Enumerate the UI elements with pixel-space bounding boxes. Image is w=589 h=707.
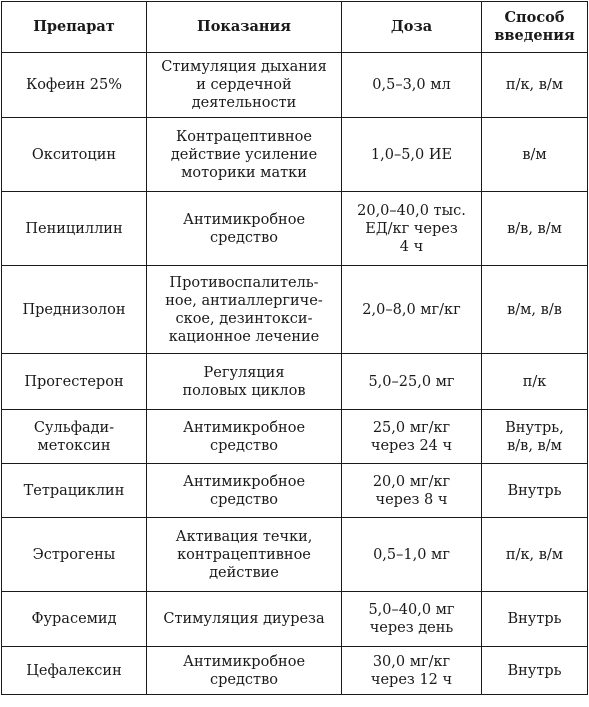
cell-dose: 2,0–8,0 мг/кг: [342, 266, 482, 354]
cell-drug: Цефалексин: [2, 647, 147, 695]
cell-route: Внутрь: [482, 647, 588, 695]
cell-drug: Пенициллин: [2, 192, 147, 266]
cell-indication: Регуляция половых циклов: [147, 354, 342, 410]
table-row: [2, 647, 588, 695]
cell-route: п/к, в/м: [482, 53, 588, 118]
table-row: [2, 192, 588, 266]
cell-indication: Антимикробное средство: [147, 410, 342, 464]
cell-route: Внутрь, в/в, в/м: [482, 410, 588, 464]
table-header-row: [2, 2, 588, 53]
cell-indication: Активация течки, контрацептивное действие: [147, 518, 342, 592]
cell-indication: Стимуляция диуреза: [147, 592, 342, 647]
cell-indication: Контрацептивное действие усиление моторики матки: [147, 118, 342, 192]
cell-dose: 5,0–25,0 мг: [342, 354, 482, 410]
cell-dose: 30,0 мг/кг через 12 ч: [342, 647, 482, 695]
table-row: [2, 118, 588, 192]
cell-route: п/к: [482, 354, 588, 410]
cell-dose: 5,0–40,0 мг через день: [342, 592, 482, 647]
cell-route: Внутрь: [482, 592, 588, 647]
cell-route: в/в, в/м: [482, 192, 588, 266]
cell-indication: Антимикробное средство: [147, 464, 342, 518]
cell-drug: Прогестерон: [2, 354, 147, 410]
drug-table: [1, 1, 588, 695]
cell-dose: 20,0–40,0 тыс. ЕД/кг через 4 ч: [342, 192, 482, 266]
table-row: [2, 464, 588, 518]
table-row: [2, 266, 588, 354]
cell-indication: Противоспалитель- ное, антиаллергиче- ское, дезинтокси- кационное лечение: [147, 266, 342, 354]
cell-dose: 25,0 мг/кг через 24 ч: [342, 410, 482, 464]
table-row: [2, 518, 588, 592]
cell-drug: Окситоцин: [2, 118, 147, 192]
table-row: [2, 592, 588, 647]
cell-indication: Антимикробное средство: [147, 192, 342, 266]
cell-dose: 0,5–1,0 мг: [342, 518, 482, 592]
cell-dose: 20,0 мг/кг через 8 ч: [342, 464, 482, 518]
cell-dose: 1,0–5,0 ИЕ: [342, 118, 482, 192]
table-row: [2, 53, 588, 118]
cell-drug: Сульфади- метоксин: [2, 410, 147, 464]
header-dose: Доза: [342, 2, 482, 53]
header-route: Способ введения: [482, 2, 588, 53]
header-indication: Показания: [147, 2, 342, 53]
cell-drug: Тетрациклин: [2, 464, 147, 518]
cell-drug: Фурасемид: [2, 592, 147, 647]
cell-drug: Кофеин 25%: [2, 53, 147, 118]
cell-route: п/к, в/м: [482, 518, 588, 592]
table-row: [2, 410, 588, 464]
cell-route: в/м, в/в: [482, 266, 588, 354]
cell-indication: Стимуляция дыхания и сердечной деятельности: [147, 53, 342, 118]
cell-route: в/м: [482, 118, 588, 192]
header-drug: Препарат: [2, 2, 147, 53]
cell-dose: 0,5–3,0 мл: [342, 53, 482, 118]
cell-drug: Преднизолон: [2, 266, 147, 354]
cell-drug: Эстрогены: [2, 518, 147, 592]
table-row: [2, 354, 588, 410]
cell-indication: Антимикробное средство: [147, 647, 342, 695]
cell-route: Внутрь: [482, 464, 588, 518]
